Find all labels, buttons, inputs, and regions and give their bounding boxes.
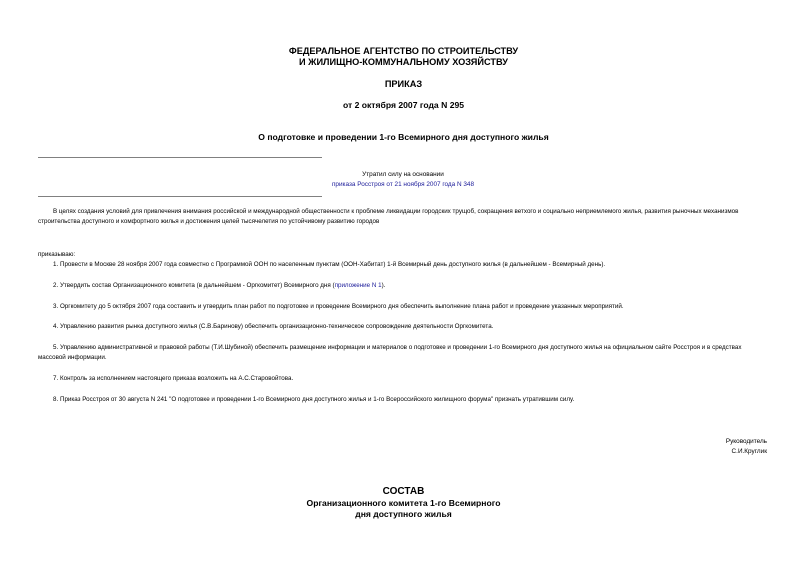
signature-block bbox=[726, 437, 767, 457]
item-5 bbox=[38, 343, 768, 363]
item-3-text: 3. Оргкомитету до 5 октября 2007 года составить и утвердить план работ по подготовке и проведение Всемирного дня обеспечить выполнение плана работ и проведение указанных мероприятий. bbox=[53, 303, 624, 310]
appendix-line-2: дня доступного жилья bbox=[355, 509, 452, 519]
appendix-line-1: Организационного комитета 1-го Всемирного bbox=[306, 498, 501, 508]
item-8 bbox=[38, 395, 768, 405]
order-word: приказываю: bbox=[38, 251, 76, 258]
agency-name bbox=[0, 46, 807, 68]
item-2-before: 2. Утвердить состав Организационного комитета (в дальнейшем - Оргкомитет) Всемирного дня ( bbox=[53, 282, 335, 289]
lost-force-note bbox=[250, 170, 556, 190]
item-2-after: ). bbox=[381, 282, 386, 289]
divider-top bbox=[38, 157, 322, 158]
appendix-1-link[interactable]: приложение N 1 bbox=[334, 282, 382, 289]
lost-force-text: Утратил силу на основании bbox=[362, 171, 444, 178]
order-title: ПРИКАЗ bbox=[384, 79, 423, 89]
item-7-text: 7. Контроль за исполнением настоящего приказа возложить на А.С.Старовойтова. bbox=[53, 375, 294, 382]
agency-line-2: И ЖИЛИЩНО-КОММУНАЛЬНОМУ ХОЗЯЙСТВУ bbox=[298, 57, 508, 67]
lost-force-link[interactable]: приказа Росстроя от 21 ноября 2007 года N 348 bbox=[331, 181, 475, 188]
item-4 bbox=[38, 322, 768, 332]
item-4-text: 4. Управлению развития рынка доступного жилья (С.В.Баринову) обеспечить организационно-техническое сопровождение деятельности Оргкомитета. bbox=[53, 323, 494, 330]
item-7 bbox=[38, 374, 768, 384]
appendix-heading-block bbox=[0, 486, 807, 520]
preamble bbox=[38, 207, 768, 227]
item-3 bbox=[38, 302, 768, 312]
item-8-text: 8. Приказ Росстроя от 30 августа N 241 "О подготовке и проведении 1-го Всемирного дня доступного жилья и 1-го Всероссийского жилищного форума" признать утратившим силу. bbox=[53, 396, 575, 403]
preamble-text: В целях создания условий для привлечения внимания российской и международной общественности к проблеме ликвидации городских трущоб, сокращения ветхого и социально неприемлемого жилья, развития рыночных механизмов строительства доступного и комфортного жилья и достижения целей тысячелетия по устойчивому развитию городов bbox=[38, 208, 739, 225]
order-date: от 2 октября 2007 года N 295 bbox=[342, 100, 465, 110]
item-5-text: 5. Управлению административной и правовой работы (Т.И.Шубиной) обеспечить размещение информации и материалов о подготовке и проведении 1-го Всемирного дня доступного жилья на официальном сайте Росстроя и в средствах массовой информации. bbox=[38, 344, 742, 361]
item-2-text bbox=[38, 281, 768, 291]
item-1-text: 1. Провести в Москве 28 ноября 2007 года совместно с Программой ООН по населенным пунктам (ООН-Хабитат) 1-й Всемирный день доступного жилья (в дальнейшем - Всемирный день). bbox=[53, 261, 606, 268]
signature-name: С.И.Круглик bbox=[731, 448, 767, 455]
appendix-heading: СОСТАВ bbox=[382, 486, 425, 497]
item-1 bbox=[38, 260, 768, 270]
divider-bottom bbox=[38, 196, 322, 197]
item-2 bbox=[38, 281, 768, 291]
signature-title: Руководитель bbox=[725, 438, 767, 445]
agency-line-1: ФЕДЕРАЛЬНОЕ АГЕНТСТВО ПО СТРОИТЕЛЬСТВУ bbox=[288, 46, 519, 56]
order-subject: О подготовке и проведении 1-го Всемирного дня доступного жилья bbox=[258, 132, 549, 142]
